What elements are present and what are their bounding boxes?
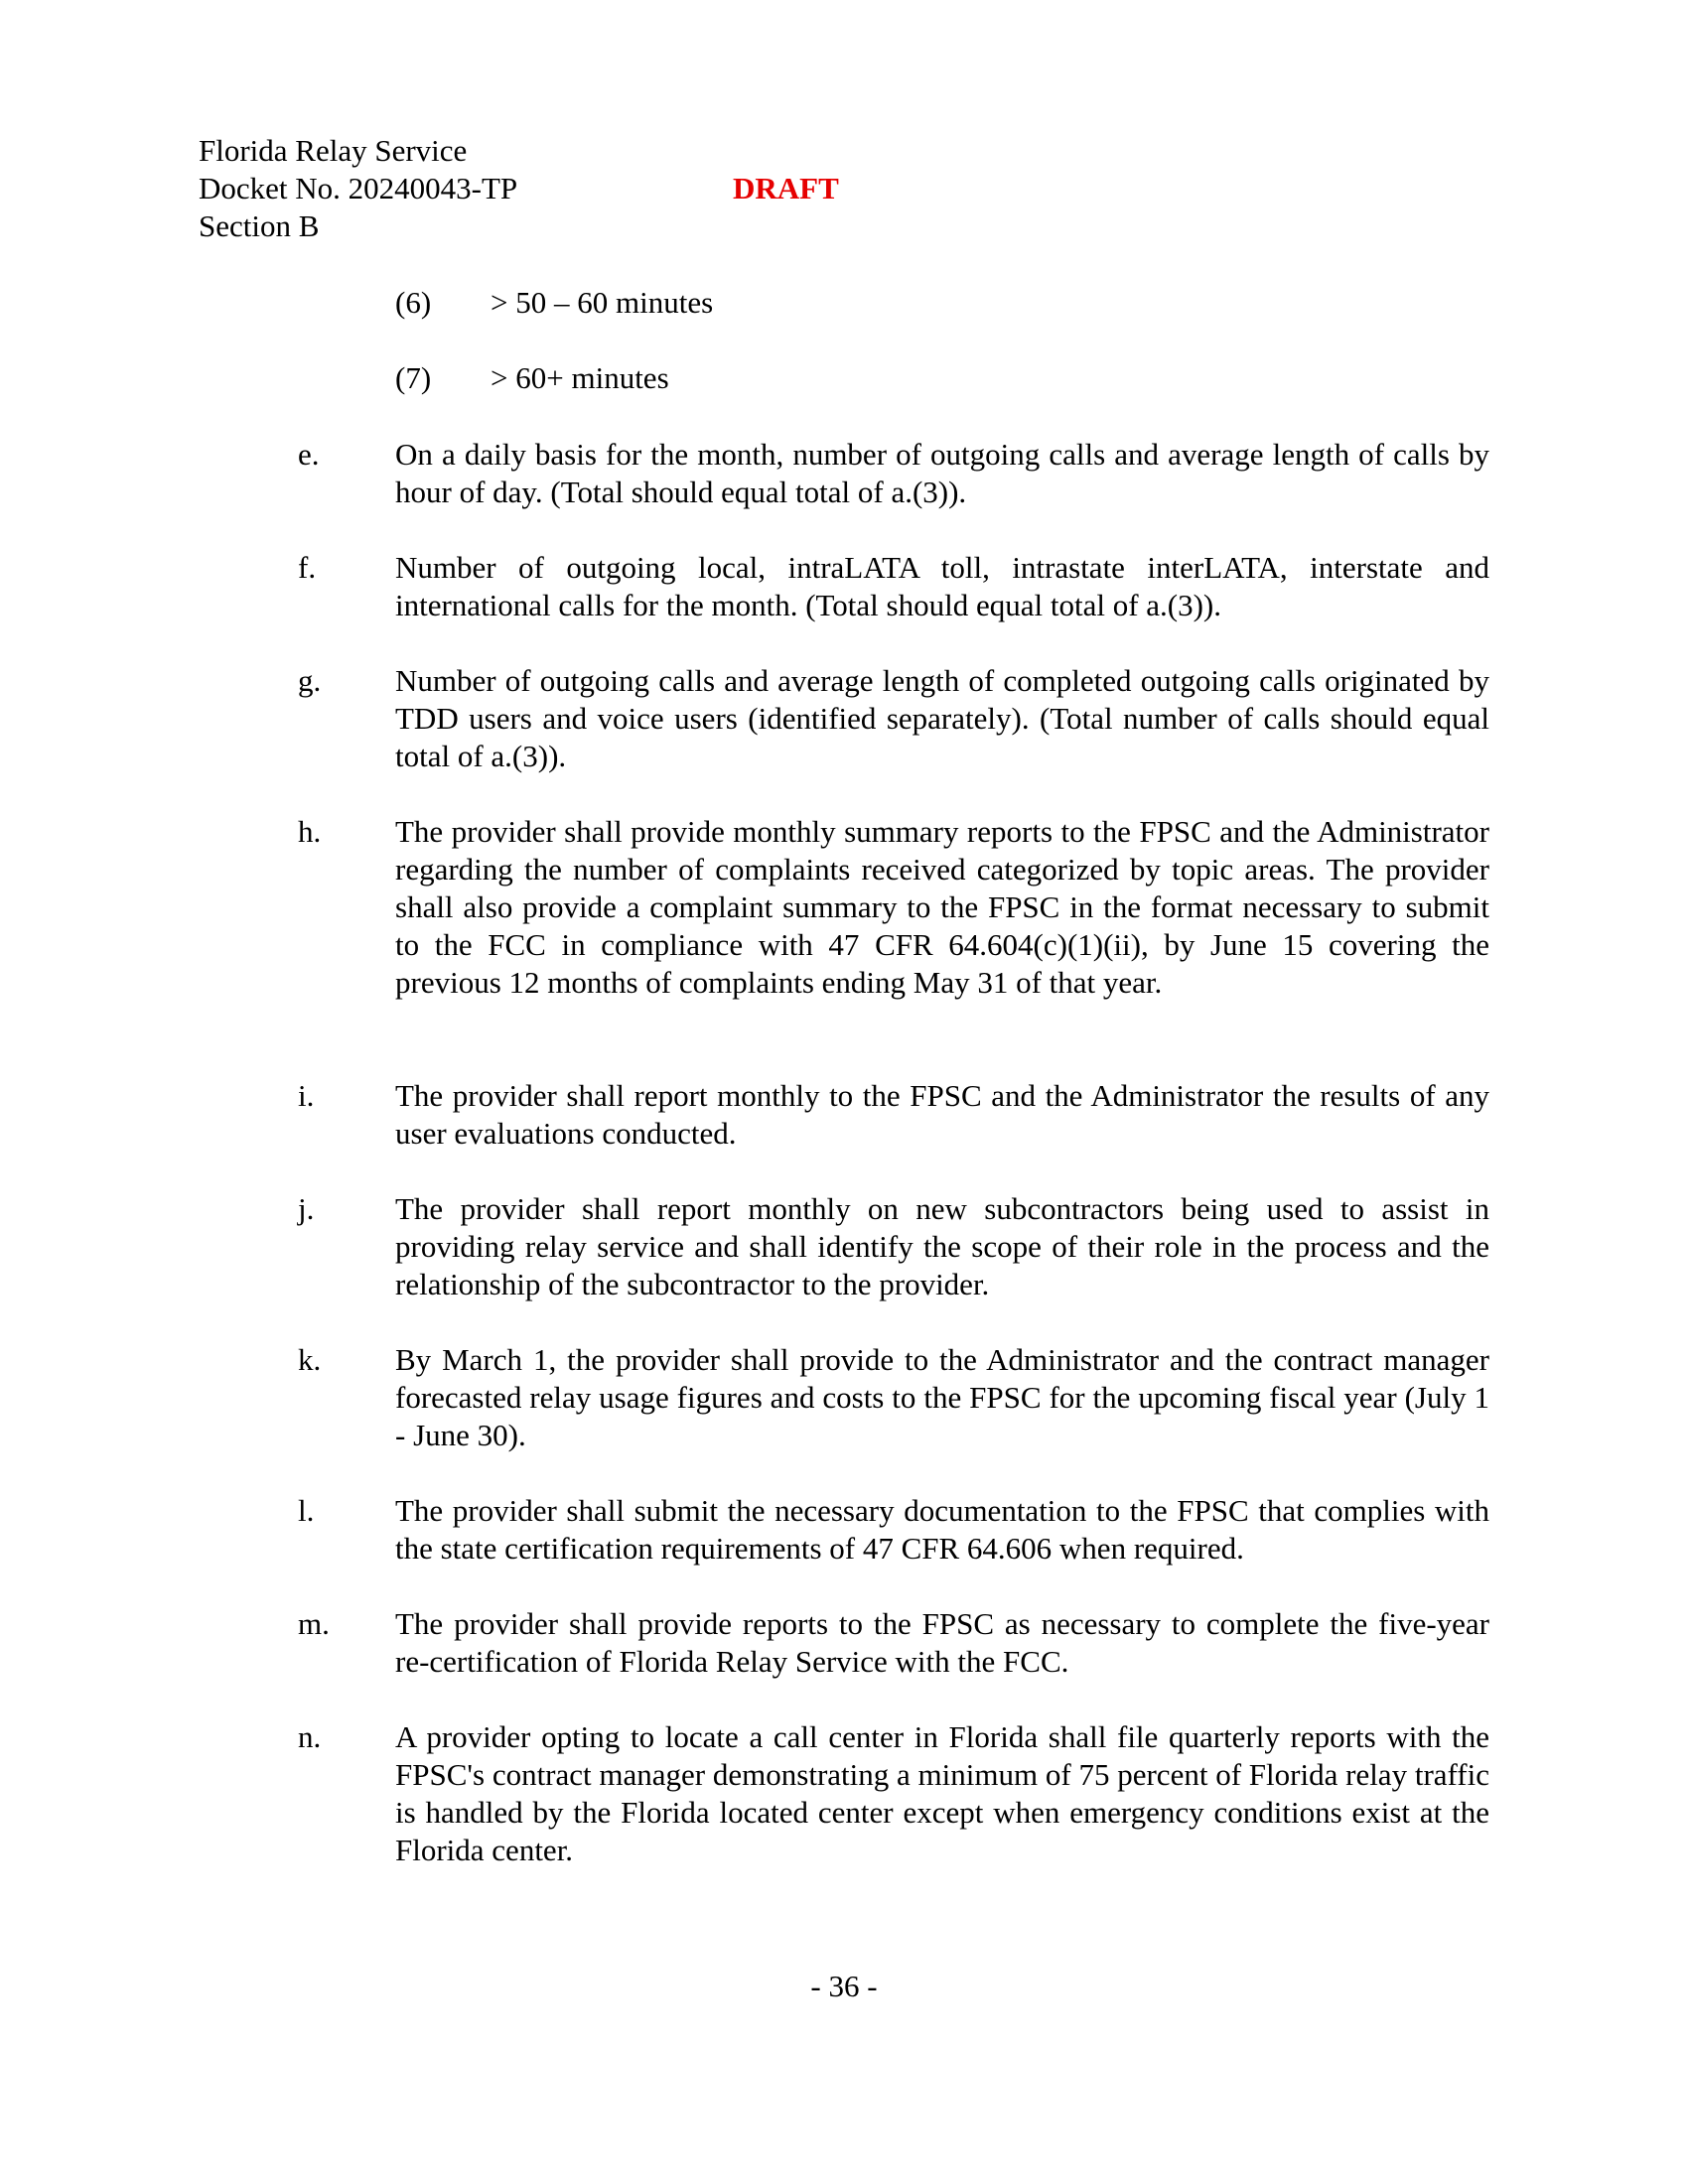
sub-item-text: > 50 – 60 minutes — [491, 285, 714, 320]
list-item-h — [298, 813, 1489, 1002]
sub-item-number: (7) — [395, 360, 432, 395]
sub-item-number: (6) — [395, 285, 432, 320]
document-header — [199, 132, 517, 245]
sub-item — [395, 359, 669, 397]
list-item-text: The provider shall report monthly to the FPSC and the Administrator the results of any user evaluations conducted. — [395, 1078, 1489, 1151]
list-item-e — [298, 436, 1489, 511]
list-item-letter: l. — [298, 1493, 315, 1528]
list-item-f — [298, 549, 1489, 624]
list-item-m — [298, 1605, 1489, 1681]
list-item-letter: i. — [298, 1078, 315, 1113]
list-item-j — [298, 1190, 1489, 1303]
list-item-n — [298, 1718, 1489, 1869]
draft-label: DRAFT — [733, 171, 839, 205]
page-number: - 36 - — [810, 1969, 878, 2003]
list-item-text: The provider shall report monthly on new subcontractors being used to assist in providing relay service and shall identify the scope of their role in the process and the relationship of the subcontractor to the provider. — [395, 1191, 1489, 1301]
header-organization: Florida Relay Service — [199, 133, 468, 168]
list-item-text: The provider shall submit the necessary documentation to the FPSC that complies with the state certification requirements of 47 CFR 64.606 when required. — [395, 1493, 1489, 1566]
list-item-letter: j. — [298, 1191, 315, 1226]
list-item-i — [298, 1077, 1489, 1153]
list-item-letter: m. — [298, 1606, 330, 1641]
list-item-letter: e. — [298, 437, 320, 472]
list-item-text: Number of outgoing calls and average length of completed outgoing calls originated by TDD users and voice users (identified separately). (Total number of calls should equal total of a.(3)). — [395, 663, 1489, 773]
list-item-letter: k. — [298, 1342, 322, 1377]
list-item-text: The provider shall provide reports to the FPSC as necessary to complete the five-year re-certification of Florida Relay Service with the FCC. — [395, 1606, 1489, 1679]
list-item-text: A provider opting to locate a call center in Florida shall file quarterly reports with the FPSC's contract manager demonstrating a minimum of 75 percent of Florida relay traffic is handled by the Florida located center except when emergency conditions exist at the Florida center. — [395, 1719, 1489, 1867]
list-item-text: By March 1, the provider shall provide to the Administrator and the contract manager forecasted relay usage figures and costs to the FPSC for the upcoming fiscal year (July 1 - June 30). — [395, 1342, 1489, 1452]
list-item-k — [298, 1341, 1489, 1454]
sub-item-text: > 60+ minutes — [491, 360, 669, 395]
header-docket-number: Docket No. 20240043-TP — [199, 171, 518, 205]
list-item-g — [298, 662, 1489, 775]
list-item-letter: f. — [298, 550, 317, 585]
header-section: Section B — [199, 208, 320, 243]
list-item-letter: h. — [298, 814, 322, 849]
list-item-l — [298, 1492, 1489, 1568]
list-item-letter: g. — [298, 663, 322, 698]
list-item-letter: n. — [298, 1719, 322, 1754]
list-item-text: Number of outgoing local, intraLATA toll, intrastate interLATA, interstate and international calls for the month. (Total should equal total of a.(3)). — [395, 550, 1489, 622]
list-item-text: The provider shall provide monthly summary reports to the FPSC and the Administrator regarding the number of complaints received categorized by topic areas. The provider shall also provide a complaint summary to the FPSC in the format necessary to submit to the FCC in compliance with 47 CFR 64.604(c)(1)(ii), by June 15 covering the previous 12 months of complaints ending May 31 of that year. — [395, 814, 1489, 1000]
list-item-text: On a daily basis for the month, number of outgoing calls and average length of calls by hour of day. (Total should equal total of a.(3)). — [395, 437, 1489, 509]
sub-item — [395, 284, 713, 322]
